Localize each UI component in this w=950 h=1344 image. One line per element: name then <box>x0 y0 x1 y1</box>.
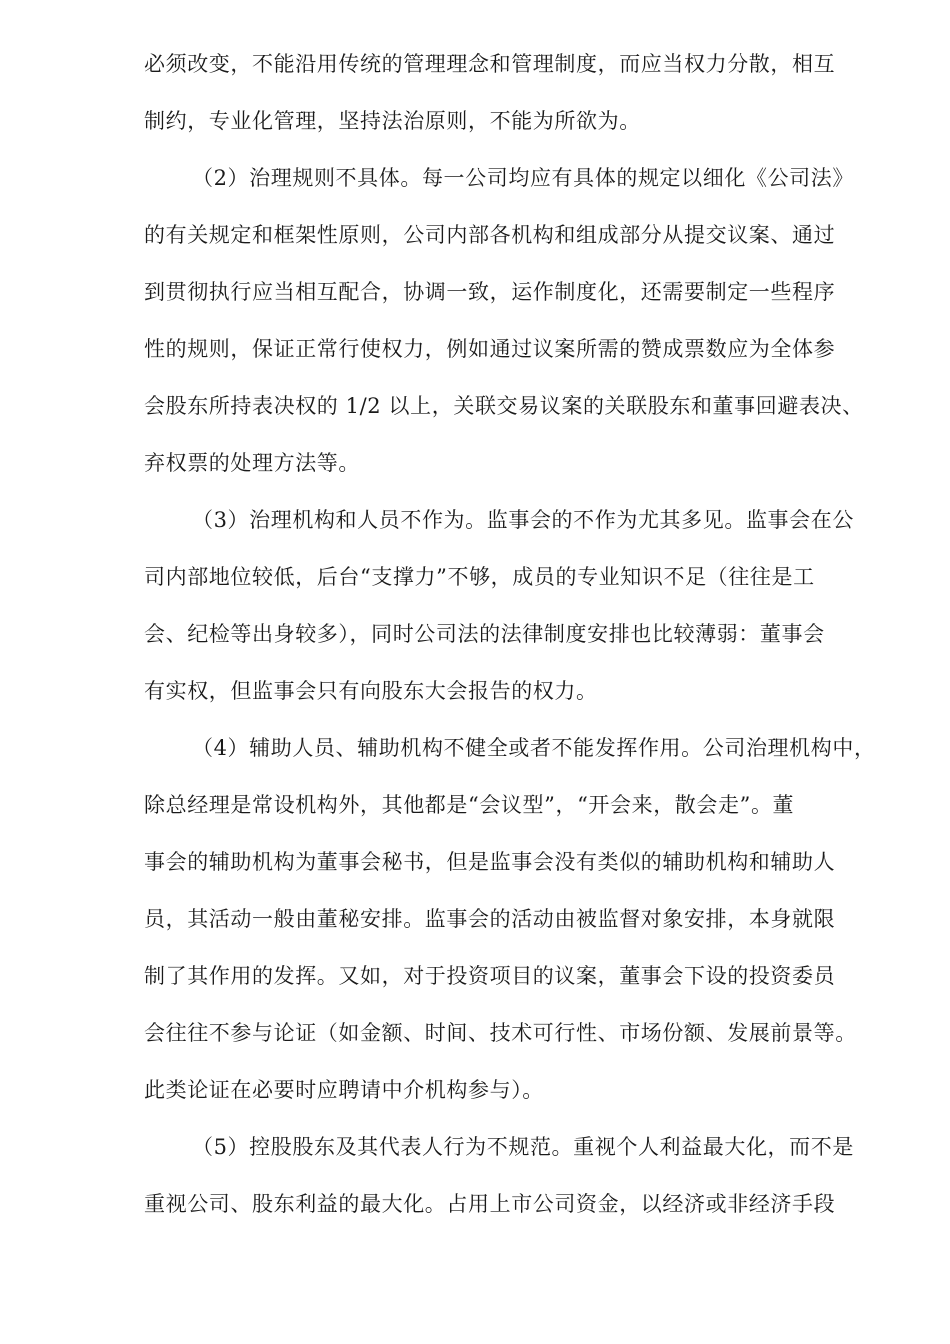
text-line: 制了其作用的发挥。又如，对于投资项目的议案，董事会下设的投资委员 <box>144 964 836 988</box>
text-line: 司内部地位较低，后台“支撑力”不够，成员的专业知识不足（往往是工 <box>144 565 815 589</box>
text-line: 性的规则，保证正常行使权力，例如通过议案所需的赞成票数应为全体参 <box>144 337 836 361</box>
text-line: 的有关规定和框架性原则，公司内部各机构和组成部分从提交议案、通过 <box>144 223 836 247</box>
document-body <box>144 44 874 1241</box>
text-line: 重视公司、股东利益的最大化。占用上市公司资金，以经济或非经济手段 <box>144 1192 836 1216</box>
text-line: 员，其活动一般由董秘安排。监事会的活动由被监督对象安排，本身就限 <box>144 907 836 931</box>
text-line: 此类论证在必要时应聘请中介机构参与）。 <box>144 1078 544 1102</box>
text-line: 弃权票的处理方法等。 <box>144 451 360 475</box>
text-line: 事会的辅助机构为董事会秘书，但是监事会没有类似的辅助机构和辅助人 <box>144 850 836 874</box>
text-line: （2）治理规则不具体。每一公司均应有具体的规定以细化《公司法》 <box>192 166 854 190</box>
text-line: 到贯彻执行应当相互配合，协调一致，运作制度化，还需要制定一些程序 <box>144 280 836 304</box>
text-line: 会股东所持表决权的 1/2 以上，关联交易议案的关联股东和董事回避表决、 <box>144 394 864 418</box>
text-line: 必须改变，不能沿用传统的管理理念和管理制度，而应当权力分散，相互 <box>144 52 836 76</box>
text-line: 制约，专业化管理，坚持法治原则，不能为所欲为。 <box>144 109 641 133</box>
text-line: 会往往不参与论证（如金额、时间、技术可行性、市场份额、发展前景等。 <box>144 1021 857 1045</box>
text-line: （4）辅助人员、辅助机构不健全或者不能发挥作用。公司治理机构中， <box>192 736 876 760</box>
text-line: （3）治理机构和人员不作为。监事会的不作为尤其多见。监事会在公 <box>192 508 854 532</box>
text-line: 会、纪检等出身较多），同时公司法的法律制度安排也比较薄弱：董事会 <box>144 622 825 646</box>
text-line: 除总经理是常设机构外，其他都是“会议型”，“开会来，散会走”。董 <box>144 793 795 817</box>
text-line: 有实权，但监事会只有向股东大会报告的权力。 <box>144 679 598 703</box>
text-line: （5）控股股东及其代表人行为不规范。重视个人利益最大化，而不是 <box>192 1135 854 1159</box>
